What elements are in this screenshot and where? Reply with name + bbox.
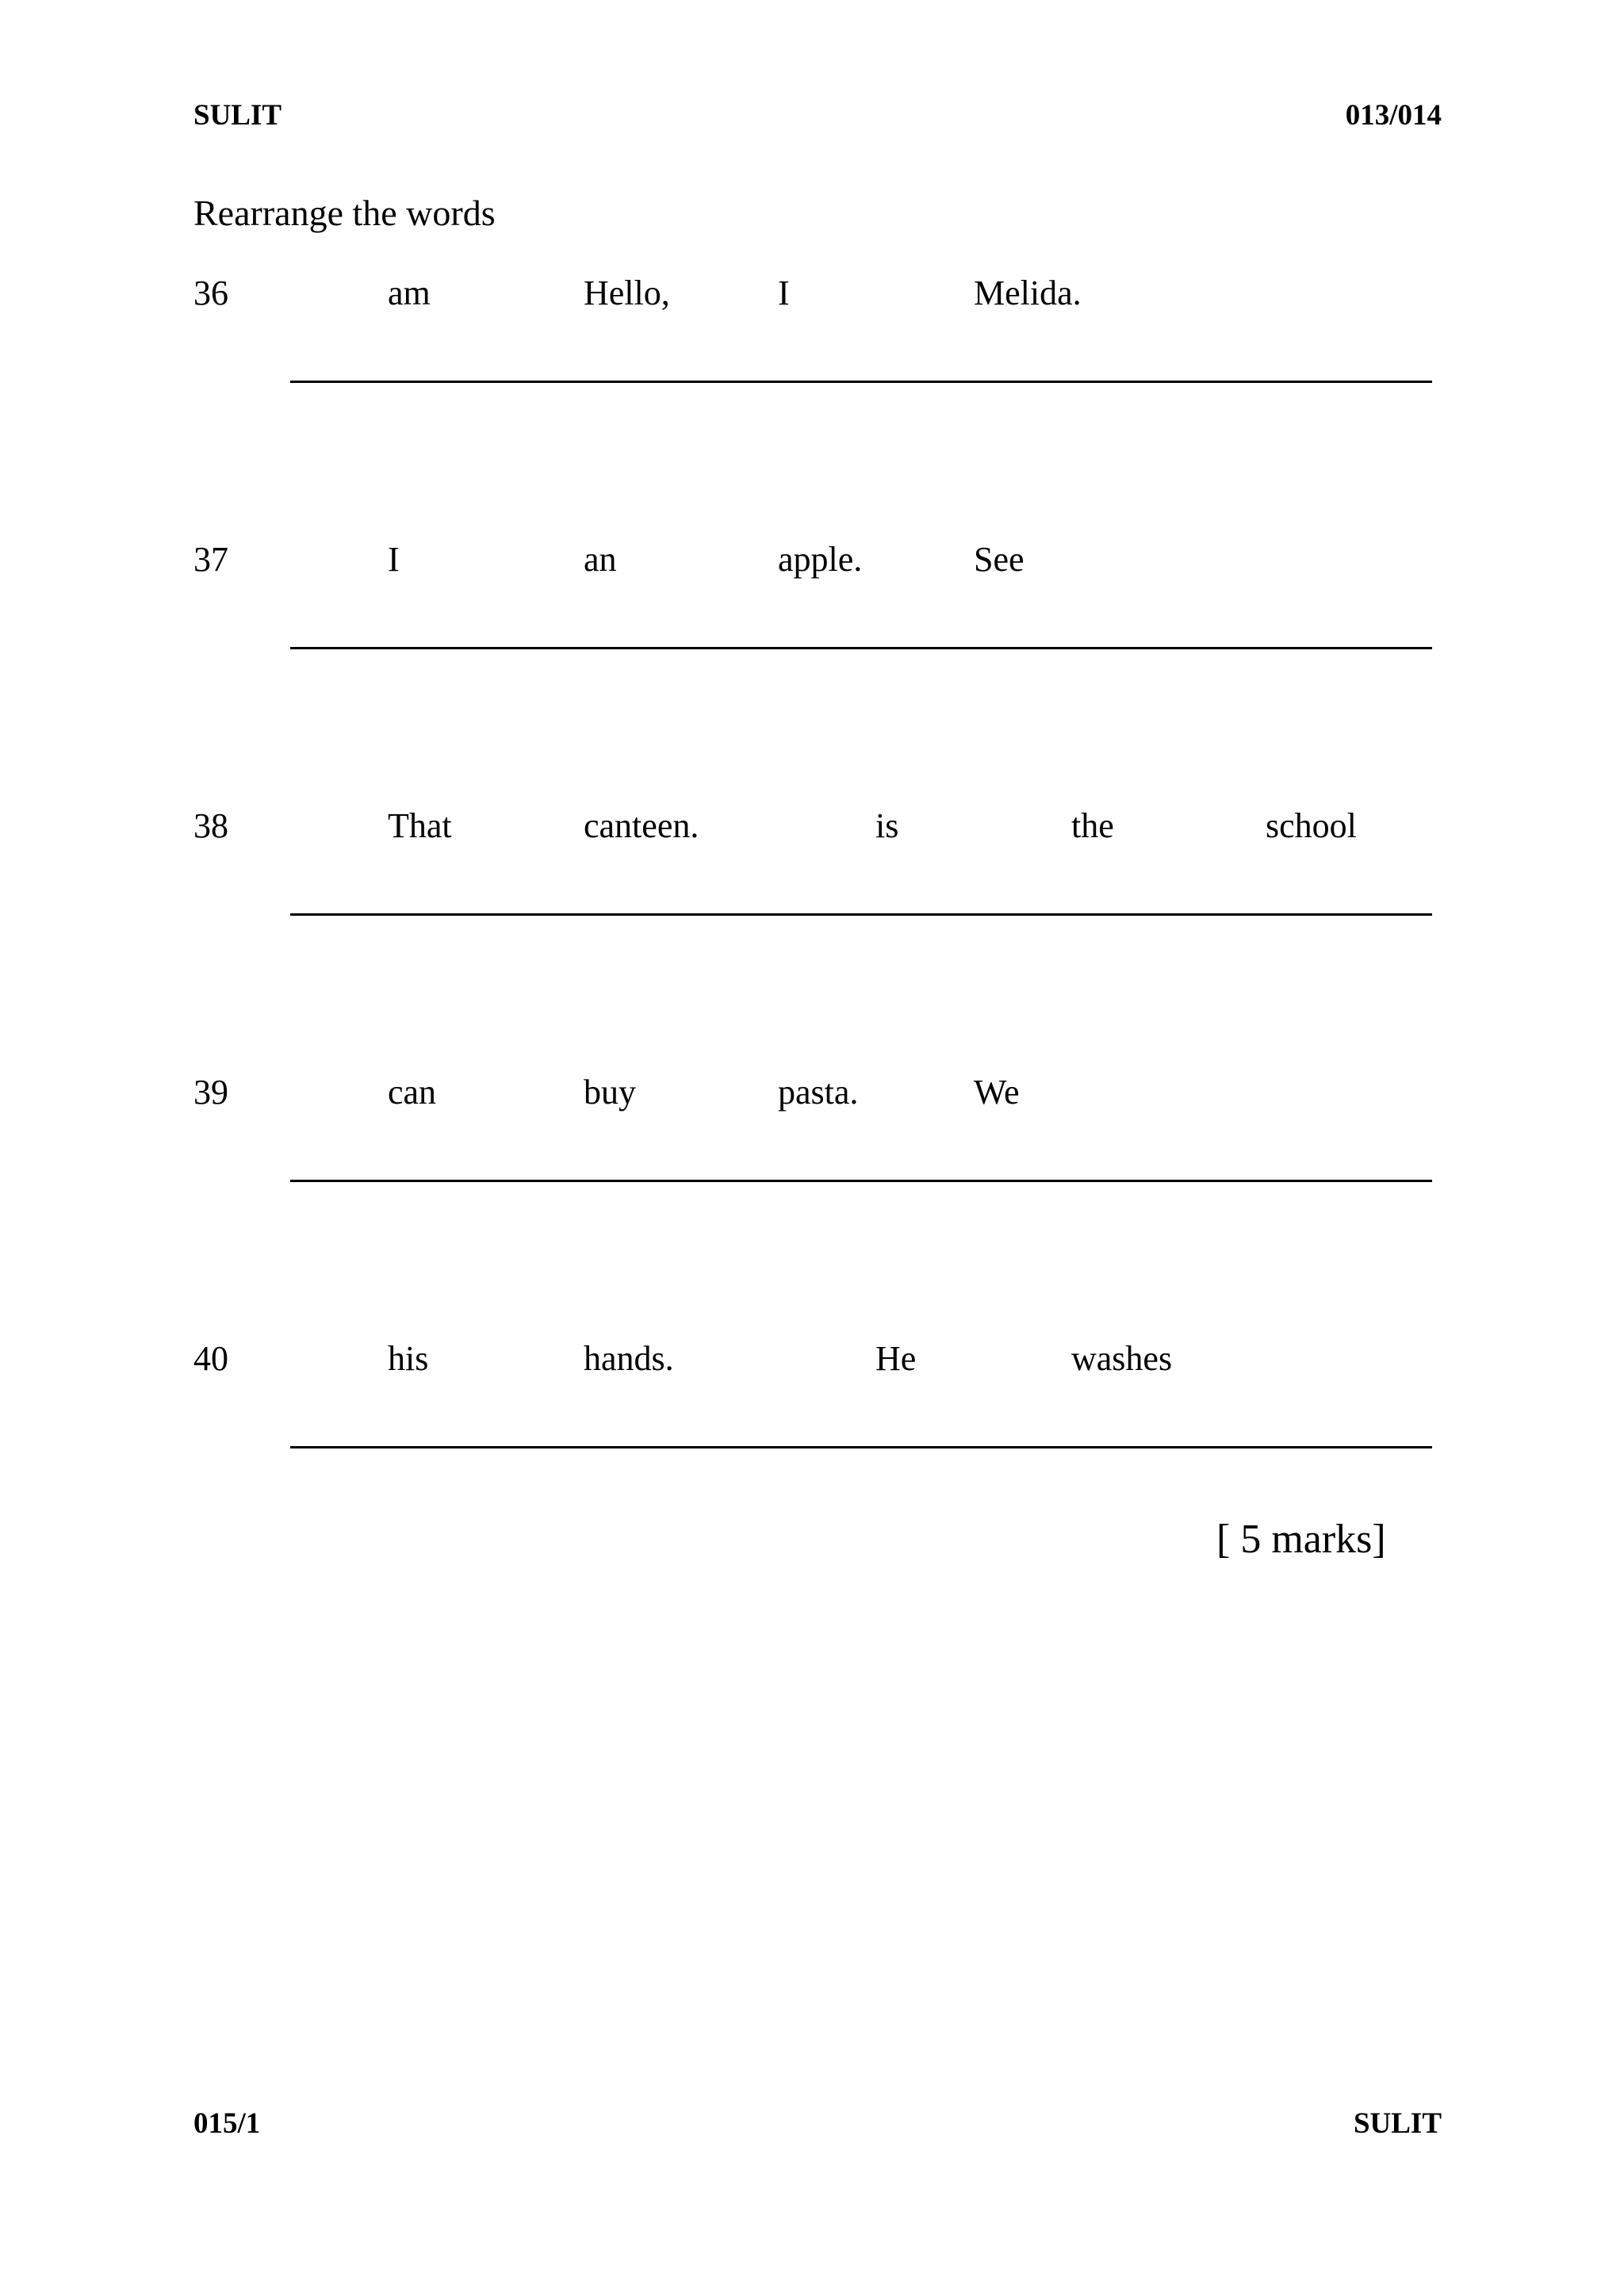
question-40 <box>0 1341 1624 1452</box>
question-37 <box>0 542 1624 653</box>
instruction-text: Rearrange the words <box>193 193 496 233</box>
word-4: See <box>974 540 1025 579</box>
question-number: 39 <box>193 1073 228 1112</box>
word-1: That <box>388 806 452 845</box>
question-number: 38 <box>193 806 228 845</box>
word-3: I <box>778 274 790 312</box>
word-3: is <box>875 806 899 845</box>
marks-total: [ 5 marks] <box>1216 1517 1386 1562</box>
answer-line[interactable] <box>290 381 1432 383</box>
question-number: 36 <box>193 274 228 312</box>
word-2: canteen. <box>584 806 699 845</box>
word-1: can <box>388 1073 437 1112</box>
word-2: Hello, <box>584 274 670 312</box>
word-4: washes <box>1071 1339 1173 1378</box>
header-classification: SULIT <box>193 99 282 132</box>
header-page-code: 013/014 <box>1345 99 1442 132</box>
word-1: I <box>388 540 400 579</box>
answer-line[interactable] <box>290 647 1432 649</box>
footer-paper-code: 015/1 <box>193 2107 261 2140</box>
answer-line[interactable] <box>290 1446 1432 1448</box>
word-3: apple. <box>778 540 863 579</box>
answer-line[interactable] <box>290 913 1432 916</box>
word-1: his <box>388 1339 429 1378</box>
word-4: the <box>1071 806 1114 845</box>
word-4: We <box>974 1073 1020 1112</box>
answer-line[interactable] <box>290 1180 1432 1182</box>
footer-classification: SULIT <box>1353 2107 1442 2140</box>
word-1: am <box>388 274 431 312</box>
word-3: pasta. <box>778 1073 859 1112</box>
word-5: school <box>1266 806 1357 845</box>
word-2: hands. <box>584 1339 674 1378</box>
word-4: Melida. <box>974 274 1082 312</box>
question-36 <box>0 276 1624 387</box>
word-2: an <box>584 540 617 579</box>
word-2: buy <box>584 1073 636 1112</box>
question-number: 40 <box>193 1339 228 1378</box>
question-number: 37 <box>193 540 228 579</box>
question-39 <box>0 1075 1624 1186</box>
question-38 <box>0 806 1624 920</box>
word-3: He <box>875 1339 917 1378</box>
